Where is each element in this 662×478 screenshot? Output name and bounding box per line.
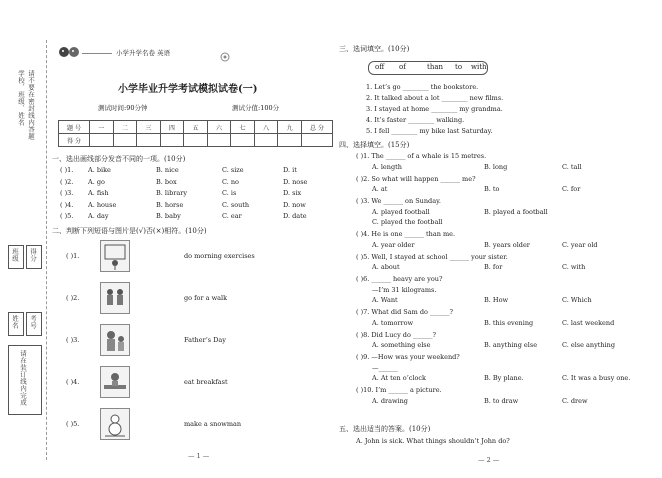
section1-item-b: B. baby — [156, 212, 181, 220]
section3-item: 4. It’s faster ________ walking. — [366, 116, 465, 124]
section4-option-c: C. Which — [562, 296, 592, 304]
section4-option-c: C. for — [562, 185, 581, 193]
score-box — [26, 245, 42, 269]
section4-question-line2: —______ — [372, 363, 398, 372]
section1-item-b: B. box — [156, 177, 177, 186]
snowman-picture — [100, 408, 130, 440]
section4-question: ( )5. Well, I stayed at school ______ your sister. — [356, 252, 508, 261]
section3-item: 2. It talked about a lot ________ new films. — [366, 94, 504, 102]
section3-heading: 三、选词填空。(10分) — [339, 45, 410, 53]
section4-heading: 四、选择填空。(15分) — [339, 141, 410, 149]
walk-picture — [100, 282, 130, 314]
banner-line-left — [82, 53, 112, 54]
section1-item-c: C. no — [222, 177, 239, 186]
class-box — [8, 245, 24, 269]
mascot-icon — [58, 44, 80, 58]
score-table-score-cell — [137, 134, 161, 147]
section4-question: ( )1. The ______ of a whale is 15 metres. — [356, 152, 487, 160]
word-bank-item: off — [375, 63, 385, 71]
section2-item-phrase: go for a walk — [184, 294, 228, 302]
section4-option-b: B. played a football — [484, 207, 548, 216]
score-table-header-cell: 四 — [160, 121, 184, 134]
section4-question: ( )6. ______ heavy are you? — [356, 275, 443, 283]
section1-item-a: A. bike — [88, 166, 111, 174]
page-number-1: — 1 — — [188, 452, 210, 460]
section5-first-question: A. John is sick. What things shouldn’t John do? — [356, 437, 510, 445]
score-table-score-cell — [231, 134, 255, 147]
side-bottom-notice: 请在装订线内完成 — [19, 350, 27, 406]
section1-item-d: D. date — [283, 212, 307, 220]
test-score: 测试分值:100分 — [232, 104, 280, 112]
section4-option-c: C. played the football — [372, 218, 443, 226]
section4-option-b: B. By plane. — [484, 374, 524, 382]
section1-item-num: ( )5. — [60, 212, 74, 220]
section2-item-number: ( )1. — [66, 252, 80, 260]
section4-option-c: C. last weekend — [562, 318, 615, 327]
side-fields: 学校、班级、姓名 — [17, 70, 25, 126]
section4-question: ( )9. —How was your weekend? — [356, 353, 460, 361]
score-table-header-cell: 七 — [231, 121, 255, 134]
exam-number-box — [26, 312, 42, 336]
binding-line — [46, 40, 47, 460]
section3-item: 1. Let’s go ________ the bookstore. — [366, 83, 479, 91]
section4-question-line2: —I’m 31 kilograms. — [372, 285, 437, 294]
section4-option-b: B. long — [484, 162, 508, 171]
section3-item: 5. I fell ________ my bike last Saturday. — [366, 127, 493, 135]
section1-item-b: B. library — [156, 189, 187, 197]
section2-item-number: ( )4. — [66, 378, 80, 386]
score-table-header-cell: 二 — [113, 121, 137, 134]
word-bank-item: with — [471, 63, 487, 71]
section1-item-d: D. now — [283, 200, 306, 209]
flower-icon — [218, 47, 232, 57]
section4-option-a: A. played football — [372, 207, 430, 216]
section4-option-c: C. year old — [562, 240, 598, 249]
section4-option-b: B. for — [484, 263, 503, 271]
section1-item-num: ( )1. — [60, 166, 74, 174]
section4-option-c: C. drew — [562, 396, 588, 405]
score-table-score-cell — [254, 134, 278, 147]
section4-option-c: C. with — [562, 263, 586, 271]
name-label: 姓名 — [11, 315, 19, 329]
section1-item-a: A. go — [88, 177, 105, 186]
section4-option-b: B. this evening — [484, 318, 534, 327]
name-box — [8, 312, 24, 336]
section1-item-a: A. fish — [88, 189, 109, 197]
section1-item-a: A. house — [88, 200, 117, 209]
score-table-header-cell: 一 — [90, 121, 114, 134]
section4-option-a: A. at — [372, 185, 388, 193]
section3-item: 3. I stayed at home ________ my grandma. — [366, 105, 503, 113]
section4-question: ( )2. So what will happen ______ me? — [356, 174, 476, 183]
section1-item-c: C. ear — [222, 212, 242, 220]
exercise-picture — [100, 240, 130, 272]
section4-option-b: B. How — [484, 296, 509, 304]
section4-option-a: A. length — [372, 162, 402, 171]
section4-question: ( )7. What did Sam do ______? — [356, 308, 453, 316]
section4-option-c: C. It was a busy one. — [562, 374, 631, 382]
section1-item-num: ( )4. — [60, 200, 74, 209]
class-label: 班级 — [11, 248, 19, 262]
section4-option-a: A. year older — [372, 240, 415, 249]
side-notice-box — [8, 345, 42, 415]
word-bank-item: to — [455, 63, 463, 71]
score-table — [58, 120, 333, 147]
exam-title: 小学毕业升学考试模拟试卷(一) — [118, 84, 258, 95]
score-table-score-cell — [90, 134, 114, 147]
section4-option-b: B. to — [484, 185, 500, 193]
section1-heading: 一、选出画线部分发音不同的一项。(10分) — [52, 155, 186, 163]
score-table-header-label: 题 号 — [59, 121, 90, 134]
section1-item-c: C. is — [222, 189, 237, 197]
section2-item-phrase: eat breakfast — [184, 378, 228, 386]
score-table-header-row — [59, 121, 333, 134]
score-label: 得分 — [29, 248, 37, 262]
word-bank-item: than — [427, 63, 444, 71]
section1-item-a: A. day — [88, 212, 109, 220]
section1-item-d: D. nose — [283, 177, 308, 186]
section2-item-phrase: Father’s Day — [184, 336, 226, 344]
score-table-score-cell — [207, 134, 231, 147]
section4-option-c: C. else anything — [562, 341, 616, 349]
score-table-header-cell: 六 — [207, 121, 231, 134]
word-bank-item: of — [399, 63, 406, 71]
score-table-score-cell — [113, 134, 137, 147]
section1-item-b: B. horse — [156, 200, 184, 209]
section1-item-d: D. it — [283, 166, 297, 174]
section2-item-phrase: do morning exercises — [184, 252, 255, 260]
word-bank-box — [368, 61, 488, 75]
section1-item-num: ( )3. — [60, 189, 74, 197]
breakfast-picture — [100, 366, 130, 398]
score-table-header-cell: 九 — [278, 121, 302, 134]
section1-item-num: ( )2. — [60, 177, 74, 186]
section4-option-a: A. about — [372, 263, 400, 271]
section4-option-a: A. drawing — [372, 396, 408, 405]
family-picture — [100, 324, 130, 356]
score-table-header-cell: 五 — [184, 121, 208, 134]
section4-option-a: A. something else — [372, 341, 431, 349]
score-table-header-cell: 八 — [254, 121, 278, 134]
section4-question: ( )10. I’m ______ a picture. — [356, 386, 442, 394]
section4-question: ( )3. We ______ on Sunday. — [356, 197, 441, 205]
section4-question: ( )4. He is one ______ than me. — [356, 230, 456, 238]
section2-heading: 二、判断下列短语与图片是(√)否(×)相符。(10分) — [52, 227, 207, 235]
section4-option-a: A. Want — [372, 296, 398, 304]
section2-item-phrase: make a snowman — [184, 420, 242, 428]
section4-option-c: C. tall — [562, 162, 582, 171]
section1-item-c: C. south — [222, 200, 250, 209]
section4-option-b: B. to draw — [484, 396, 519, 405]
score-table-score-cell — [302, 134, 333, 147]
test-time: 测试时间:90分钟 — [98, 104, 148, 112]
section4-option-b: B. anything else — [484, 341, 538, 349]
section4-question: ( )8. Did Lucy do ______? — [356, 330, 436, 339]
page-number-2: — 2 — — [478, 456, 500, 464]
score-table-score-cell — [278, 134, 302, 147]
section2-item-number: ( )5. — [66, 420, 80, 428]
section4-option-b: B. years older — [484, 240, 530, 249]
section1-item-d: D. six — [283, 189, 302, 197]
section2-item-number: ( )3. — [66, 336, 80, 344]
score-table-header-cell: 总 分 — [302, 121, 333, 134]
series-title: 小学升学名卷 英语 — [116, 49, 171, 57]
score-table-header-cell: 三 — [137, 121, 161, 134]
score-table-score-label: 得 分 — [59, 134, 90, 147]
score-table-score-cell — [160, 134, 184, 147]
score-table-score-row — [59, 134, 333, 147]
section2-item-number: ( )2. — [66, 294, 80, 302]
section1-item-c: C. size — [222, 166, 244, 174]
exam-number-label: 考号 — [29, 315, 37, 329]
section4-option-a: A. tomorrow — [372, 318, 414, 327]
section1-item-b: B. nice — [156, 166, 179, 174]
section4-option-a: A. At ten o’clock — [372, 374, 426, 382]
score-table-score-cell — [184, 134, 208, 147]
side-notice: 请不要在密封线内答题 — [27, 70, 35, 140]
section5-heading: 五、选出适当的答案。(10分) — [339, 425, 431, 433]
